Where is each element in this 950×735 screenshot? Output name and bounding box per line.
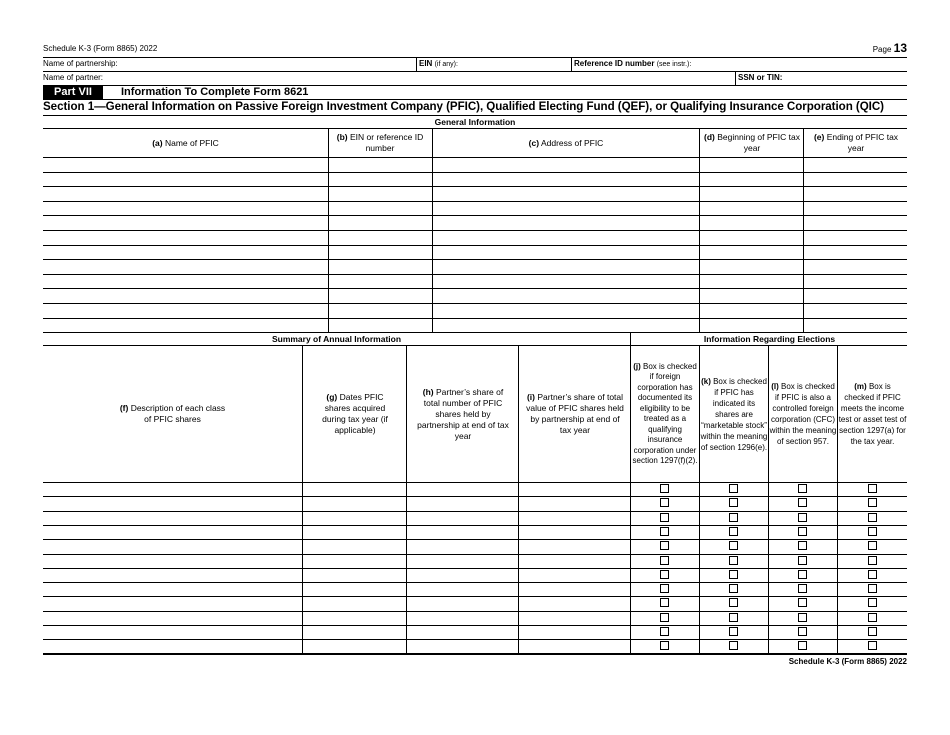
checkbox-row-2-col-m[interactable] xyxy=(868,498,877,507)
summary-row-2-col-g[interactable] xyxy=(303,497,404,510)
reference-id-label: Reference ID number (see instr.): xyxy=(574,59,692,68)
general-row-1-col-b[interactable] xyxy=(329,158,430,171)
part-tag: Part VII xyxy=(43,86,103,99)
summary-row-12-col-h[interactable] xyxy=(407,640,516,653)
summary-row-5-col-f[interactable] xyxy=(43,540,300,553)
summary-heading: Summary of Annual Information xyxy=(271,334,402,344)
checkbox-row-4-col-k[interactable] xyxy=(729,527,738,536)
general-row-4-col-e[interactable] xyxy=(804,202,905,215)
general-row-2-col-b[interactable] xyxy=(329,173,430,186)
checkbox-row-10-col-j[interactable] xyxy=(660,613,669,622)
general-row-4-col-a[interactable] xyxy=(43,202,326,215)
summary-row-8-col-g[interactable] xyxy=(303,583,404,596)
checkbox-row-5-col-j[interactable] xyxy=(660,541,669,550)
partnership-name-label: Name of partnership: xyxy=(43,59,118,68)
col-g-header: (g) Dates PFIC shares acquired during tax year (if applicable) xyxy=(322,392,388,435)
general-row-5-col-e[interactable] xyxy=(804,216,905,229)
general-row-6-col-c[interactable] xyxy=(433,231,697,244)
general-row-9-col-d[interactable] xyxy=(700,275,801,288)
partner-name-label: Name of partner: xyxy=(43,73,104,82)
general-row-4-col-c[interactable] xyxy=(433,202,697,215)
summary-row-4-col-g[interactable] xyxy=(303,526,404,539)
checkbox-row-6-col-j[interactable] xyxy=(660,556,669,565)
checkbox-row-5-col-m[interactable] xyxy=(868,541,877,550)
general-row-1-col-e[interactable] xyxy=(804,158,905,171)
general-row-7-col-b[interactable] xyxy=(329,246,430,259)
summary-row-6-col-i[interactable] xyxy=(519,555,628,568)
summary-row-10-col-g[interactable] xyxy=(303,612,404,625)
col-l-header: (l) Box is checked if PFIC is also a controlled foreign corporation (CFC) within the meaning of section 957. xyxy=(769,382,837,446)
col-m-header: (m) Box is checked if PFIC meets the income test or asset test of section 1297(a) for the tax year. xyxy=(838,382,907,446)
general-row-7-col-a[interactable] xyxy=(43,246,326,259)
general-row-9-col-b[interactable] xyxy=(329,275,430,288)
checkbox-row-11-col-k[interactable] xyxy=(729,627,738,636)
general-row-5-col-d[interactable] xyxy=(700,216,801,229)
summary-row-10-col-f[interactable] xyxy=(43,612,300,625)
general-row-3-col-b[interactable] xyxy=(329,187,430,200)
col-f-header: (f) Description of each class of PFIC shares xyxy=(119,403,226,424)
general-row-12-col-e[interactable] xyxy=(804,319,905,332)
summary-row-7-col-i[interactable] xyxy=(519,569,628,582)
summary-row-1-col-f[interactable] xyxy=(43,483,300,496)
elections-heading: Information Regarding Elections xyxy=(703,334,836,344)
summary-row-3-col-g[interactable] xyxy=(303,512,404,525)
col-b-header: (b) EIN or reference ID number xyxy=(336,132,424,153)
ssn-label: SSN or TIN: xyxy=(738,73,783,82)
general-row-10-col-d[interactable] xyxy=(700,289,801,302)
checkbox-row-4-col-l[interactable] xyxy=(798,527,807,536)
summary-row-9-col-h[interactable] xyxy=(407,597,516,610)
col-i-header: (i) Partner’s share of total value of PFIC shares held by partnership at end of tax year xyxy=(526,392,624,435)
col-e-header: (e) Ending of PFIC tax year xyxy=(813,132,899,153)
checkbox-row-1-col-k[interactable] xyxy=(729,484,738,493)
col-a-header: (a) Name of PFIC xyxy=(152,137,219,148)
checkbox-row-11-col-l[interactable] xyxy=(798,627,807,636)
summary-row-11-col-h[interactable] xyxy=(407,626,516,639)
form-reference: Schedule K-3 (Form 8865) 2022 xyxy=(43,44,158,53)
checkbox-row-9-col-j[interactable] xyxy=(660,598,669,607)
summary-row-5-col-g[interactable] xyxy=(303,540,404,553)
summary-row-3-col-f[interactable] xyxy=(43,512,300,525)
checkbox-row-7-col-m[interactable] xyxy=(868,570,877,579)
section-1-title: Section 1—General Information on Passive Foreign Investment Company (PFIC), Qualified Electing Fund (QEF), or Qualifying Insurance Corporation (QIC) xyxy=(43,100,884,113)
checkbox-row-8-col-j[interactable] xyxy=(660,584,669,593)
general-row-9-col-c[interactable] xyxy=(433,275,697,288)
checkbox-row-12-col-k[interactable] xyxy=(729,641,738,650)
summary-row-7-col-h[interactable] xyxy=(407,569,516,582)
col-k-header: (k) Box is checked if PFIC has indicated its shares are “marketable stock” within the meaning of section 1296(e). xyxy=(700,376,768,452)
page-label: Page xyxy=(872,45,892,54)
checkbox-row-5-col-l[interactable] xyxy=(798,541,807,550)
summary-row-2-col-h[interactable] xyxy=(407,497,516,510)
general-row-2-col-c[interactable] xyxy=(433,173,697,186)
checkbox-row-11-col-m[interactable] xyxy=(868,627,877,636)
col-c-header: (c) Address of PFIC xyxy=(528,137,604,148)
general-row-2-col-d[interactable] xyxy=(700,173,801,186)
summary-row-9-col-g[interactable] xyxy=(303,597,404,610)
summary-row-9-col-f[interactable] xyxy=(43,597,300,610)
summary-row-5-col-h[interactable] xyxy=(407,540,516,553)
checkbox-row-11-col-j[interactable] xyxy=(660,627,669,636)
checkbox-row-3-col-m[interactable] xyxy=(868,513,877,522)
general-row-2-col-a[interactable] xyxy=(43,173,326,186)
checkbox-row-10-col-l[interactable] xyxy=(798,613,807,622)
summary-row-3-col-h[interactable] xyxy=(407,512,516,525)
general-row-5-col-a[interactable] xyxy=(43,216,326,229)
general-row-9-col-e[interactable] xyxy=(804,275,905,288)
checkbox-row-6-col-m[interactable] xyxy=(868,556,877,565)
checkbox-row-3-col-j[interactable] xyxy=(660,513,669,522)
checkbox-row-4-col-j[interactable] xyxy=(660,527,669,536)
general-row-12-col-a[interactable] xyxy=(43,319,326,332)
general-row-3-col-d[interactable] xyxy=(700,187,801,200)
col-d-header: (d) Beginning of PFIC tax year xyxy=(704,132,800,153)
col-h-header: (h) Partner’s share of total number of PFIC shares held by partnership at end of tax year xyxy=(417,386,509,441)
general-row-7-col-d[interactable] xyxy=(700,246,801,259)
checkbox-row-3-col-l[interactable] xyxy=(798,513,807,522)
checkbox-row-2-col-l[interactable] xyxy=(798,498,807,507)
checkbox-row-7-col-j[interactable] xyxy=(660,570,669,579)
checkbox-row-4-col-m[interactable] xyxy=(868,527,877,536)
summary-row-12-col-f[interactable] xyxy=(43,640,300,653)
general-row-8-col-d[interactable] xyxy=(700,260,801,273)
summary-row-10-col-h[interactable] xyxy=(407,612,516,625)
general-row-5-col-b[interactable] xyxy=(329,216,430,229)
summary-row-1-col-h[interactable] xyxy=(407,483,516,496)
general-row-4-col-b[interactable] xyxy=(329,202,430,215)
summary-row-4-col-h[interactable] xyxy=(407,526,516,539)
summary-row-11-col-i[interactable] xyxy=(519,626,628,639)
summary-row-12-col-g[interactable] xyxy=(303,640,404,653)
checkbox-row-10-col-k[interactable] xyxy=(729,613,738,622)
checkbox-row-8-col-l[interactable] xyxy=(798,584,807,593)
general-row-10-col-c[interactable] xyxy=(433,289,697,302)
general-row-7-col-c[interactable] xyxy=(433,246,697,259)
general-row-7-col-e[interactable] xyxy=(804,246,905,259)
general-row-8-col-c[interactable] xyxy=(433,260,697,273)
checkbox-row-6-col-k[interactable] xyxy=(729,556,738,565)
summary-row-3-col-i[interactable] xyxy=(519,512,628,525)
checkbox-row-12-col-m[interactable] xyxy=(868,641,877,650)
part-title: Information To Complete Form 8621 xyxy=(121,86,309,98)
summary-row-4-col-f[interactable] xyxy=(43,526,300,539)
checkbox-row-7-col-l[interactable] xyxy=(798,570,807,579)
checkbox-row-6-col-l[interactable] xyxy=(798,556,807,565)
summary-row-8-col-i[interactable] xyxy=(519,583,628,596)
page-indicator xyxy=(873,41,907,55)
checkbox-row-1-col-j[interactable] xyxy=(660,484,669,493)
checkbox-row-12-col-j[interactable] xyxy=(660,641,669,650)
general-row-12-col-d[interactable] xyxy=(700,319,801,332)
general-row-6-col-b[interactable] xyxy=(329,231,430,244)
general-row-8-col-b[interactable] xyxy=(329,260,430,273)
summary-row-4-col-i[interactable] xyxy=(519,526,628,539)
general-information-heading: General Information xyxy=(434,117,516,127)
general-row-6-col-a[interactable] xyxy=(43,231,326,244)
summary-row-10-col-i[interactable] xyxy=(519,612,628,625)
general-row-12-col-b[interactable] xyxy=(329,319,430,332)
summary-row-7-col-f[interactable] xyxy=(43,569,300,582)
general-row-6-col-d[interactable] xyxy=(700,231,801,244)
partnership-name-field[interactable] xyxy=(140,58,415,70)
general-row-6-col-e[interactable] xyxy=(804,231,905,244)
checkbox-row-7-col-k[interactable] xyxy=(729,570,738,579)
checkbox-row-12-col-l[interactable] xyxy=(798,641,807,650)
general-row-12-col-c[interactable] xyxy=(433,319,697,332)
general-row-10-col-a[interactable] xyxy=(43,289,326,302)
general-row-11-col-c[interactable] xyxy=(433,304,697,317)
general-row-3-col-e[interactable] xyxy=(804,187,905,200)
checkbox-row-10-col-m[interactable] xyxy=(868,613,877,622)
page-number: 13 xyxy=(893,41,907,55)
checkbox-row-8-col-k[interactable] xyxy=(729,584,738,593)
checkbox-row-9-col-k[interactable] xyxy=(729,598,738,607)
general-row-8-col-a[interactable] xyxy=(43,260,326,273)
general-row-4-col-d[interactable] xyxy=(700,202,801,215)
summary-row-9-col-i[interactable] xyxy=(519,597,628,610)
summary-row-1-col-i[interactable] xyxy=(519,483,628,496)
reference-id-field[interactable] xyxy=(700,58,905,70)
checkbox-row-8-col-m[interactable] xyxy=(868,584,877,593)
general-row-2-col-e[interactable] xyxy=(804,173,905,186)
checkbox-row-1-col-l[interactable] xyxy=(798,484,807,493)
summary-row-5-col-i[interactable] xyxy=(519,540,628,553)
summary-row-11-col-g[interactable] xyxy=(303,626,404,639)
general-row-11-col-a[interactable] xyxy=(43,304,326,317)
ssn-field[interactable] xyxy=(785,72,905,84)
summary-row-1-col-g[interactable] xyxy=(303,483,404,496)
general-row-11-col-b[interactable] xyxy=(329,304,430,317)
summary-row-8-col-f[interactable] xyxy=(43,583,300,596)
general-row-10-col-e[interactable] xyxy=(804,289,905,302)
checkbox-row-9-col-m[interactable] xyxy=(868,598,877,607)
checkbox-row-5-col-k[interactable] xyxy=(729,541,738,550)
summary-row-6-col-f[interactable] xyxy=(43,555,300,568)
general-row-11-col-e[interactable] xyxy=(804,304,905,317)
general-row-1-col-a[interactable] xyxy=(43,158,326,171)
summary-row-11-col-f[interactable] xyxy=(43,626,300,639)
col-j-header: (j) Box is checked if foreign corporation has documented its eligibility to be treated as a qualifying insurance corporation under section 1297(f)(2). xyxy=(632,361,698,465)
summary-row-2-col-i[interactable] xyxy=(519,497,628,510)
general-row-8-col-e[interactable] xyxy=(804,260,905,273)
checkbox-row-2-col-k[interactable] xyxy=(729,498,738,507)
partner-name-field[interactable] xyxy=(110,72,730,84)
general-row-11-col-d[interactable] xyxy=(700,304,801,317)
checkbox-row-9-col-l[interactable] xyxy=(798,598,807,607)
footer-form-reference: Schedule K-3 (Form 8865) 2022 xyxy=(788,657,907,666)
summary-row-2-col-f[interactable] xyxy=(43,497,300,510)
general-row-5-col-c[interactable] xyxy=(433,216,697,229)
general-row-10-col-b[interactable] xyxy=(329,289,430,302)
checkbox-row-1-col-m[interactable] xyxy=(868,484,877,493)
general-row-3-col-a[interactable] xyxy=(43,187,326,200)
checkbox-row-3-col-k[interactable] xyxy=(729,513,738,522)
ein-field[interactable] xyxy=(462,58,570,70)
summary-row-6-col-g[interactable] xyxy=(303,555,404,568)
checkbox-row-2-col-j[interactable] xyxy=(660,498,669,507)
summary-row-8-col-h[interactable] xyxy=(407,583,516,596)
summary-row-7-col-g[interactable] xyxy=(303,569,404,582)
general-row-3-col-c[interactable] xyxy=(433,187,697,200)
general-row-9-col-a[interactable] xyxy=(43,275,326,288)
ein-label: EIN (if any): xyxy=(419,59,458,68)
general-row-1-col-d[interactable] xyxy=(700,158,801,171)
summary-row-6-col-h[interactable] xyxy=(407,555,516,568)
summary-row-12-col-i[interactable] xyxy=(519,640,628,653)
general-row-1-col-c[interactable] xyxy=(433,158,697,171)
